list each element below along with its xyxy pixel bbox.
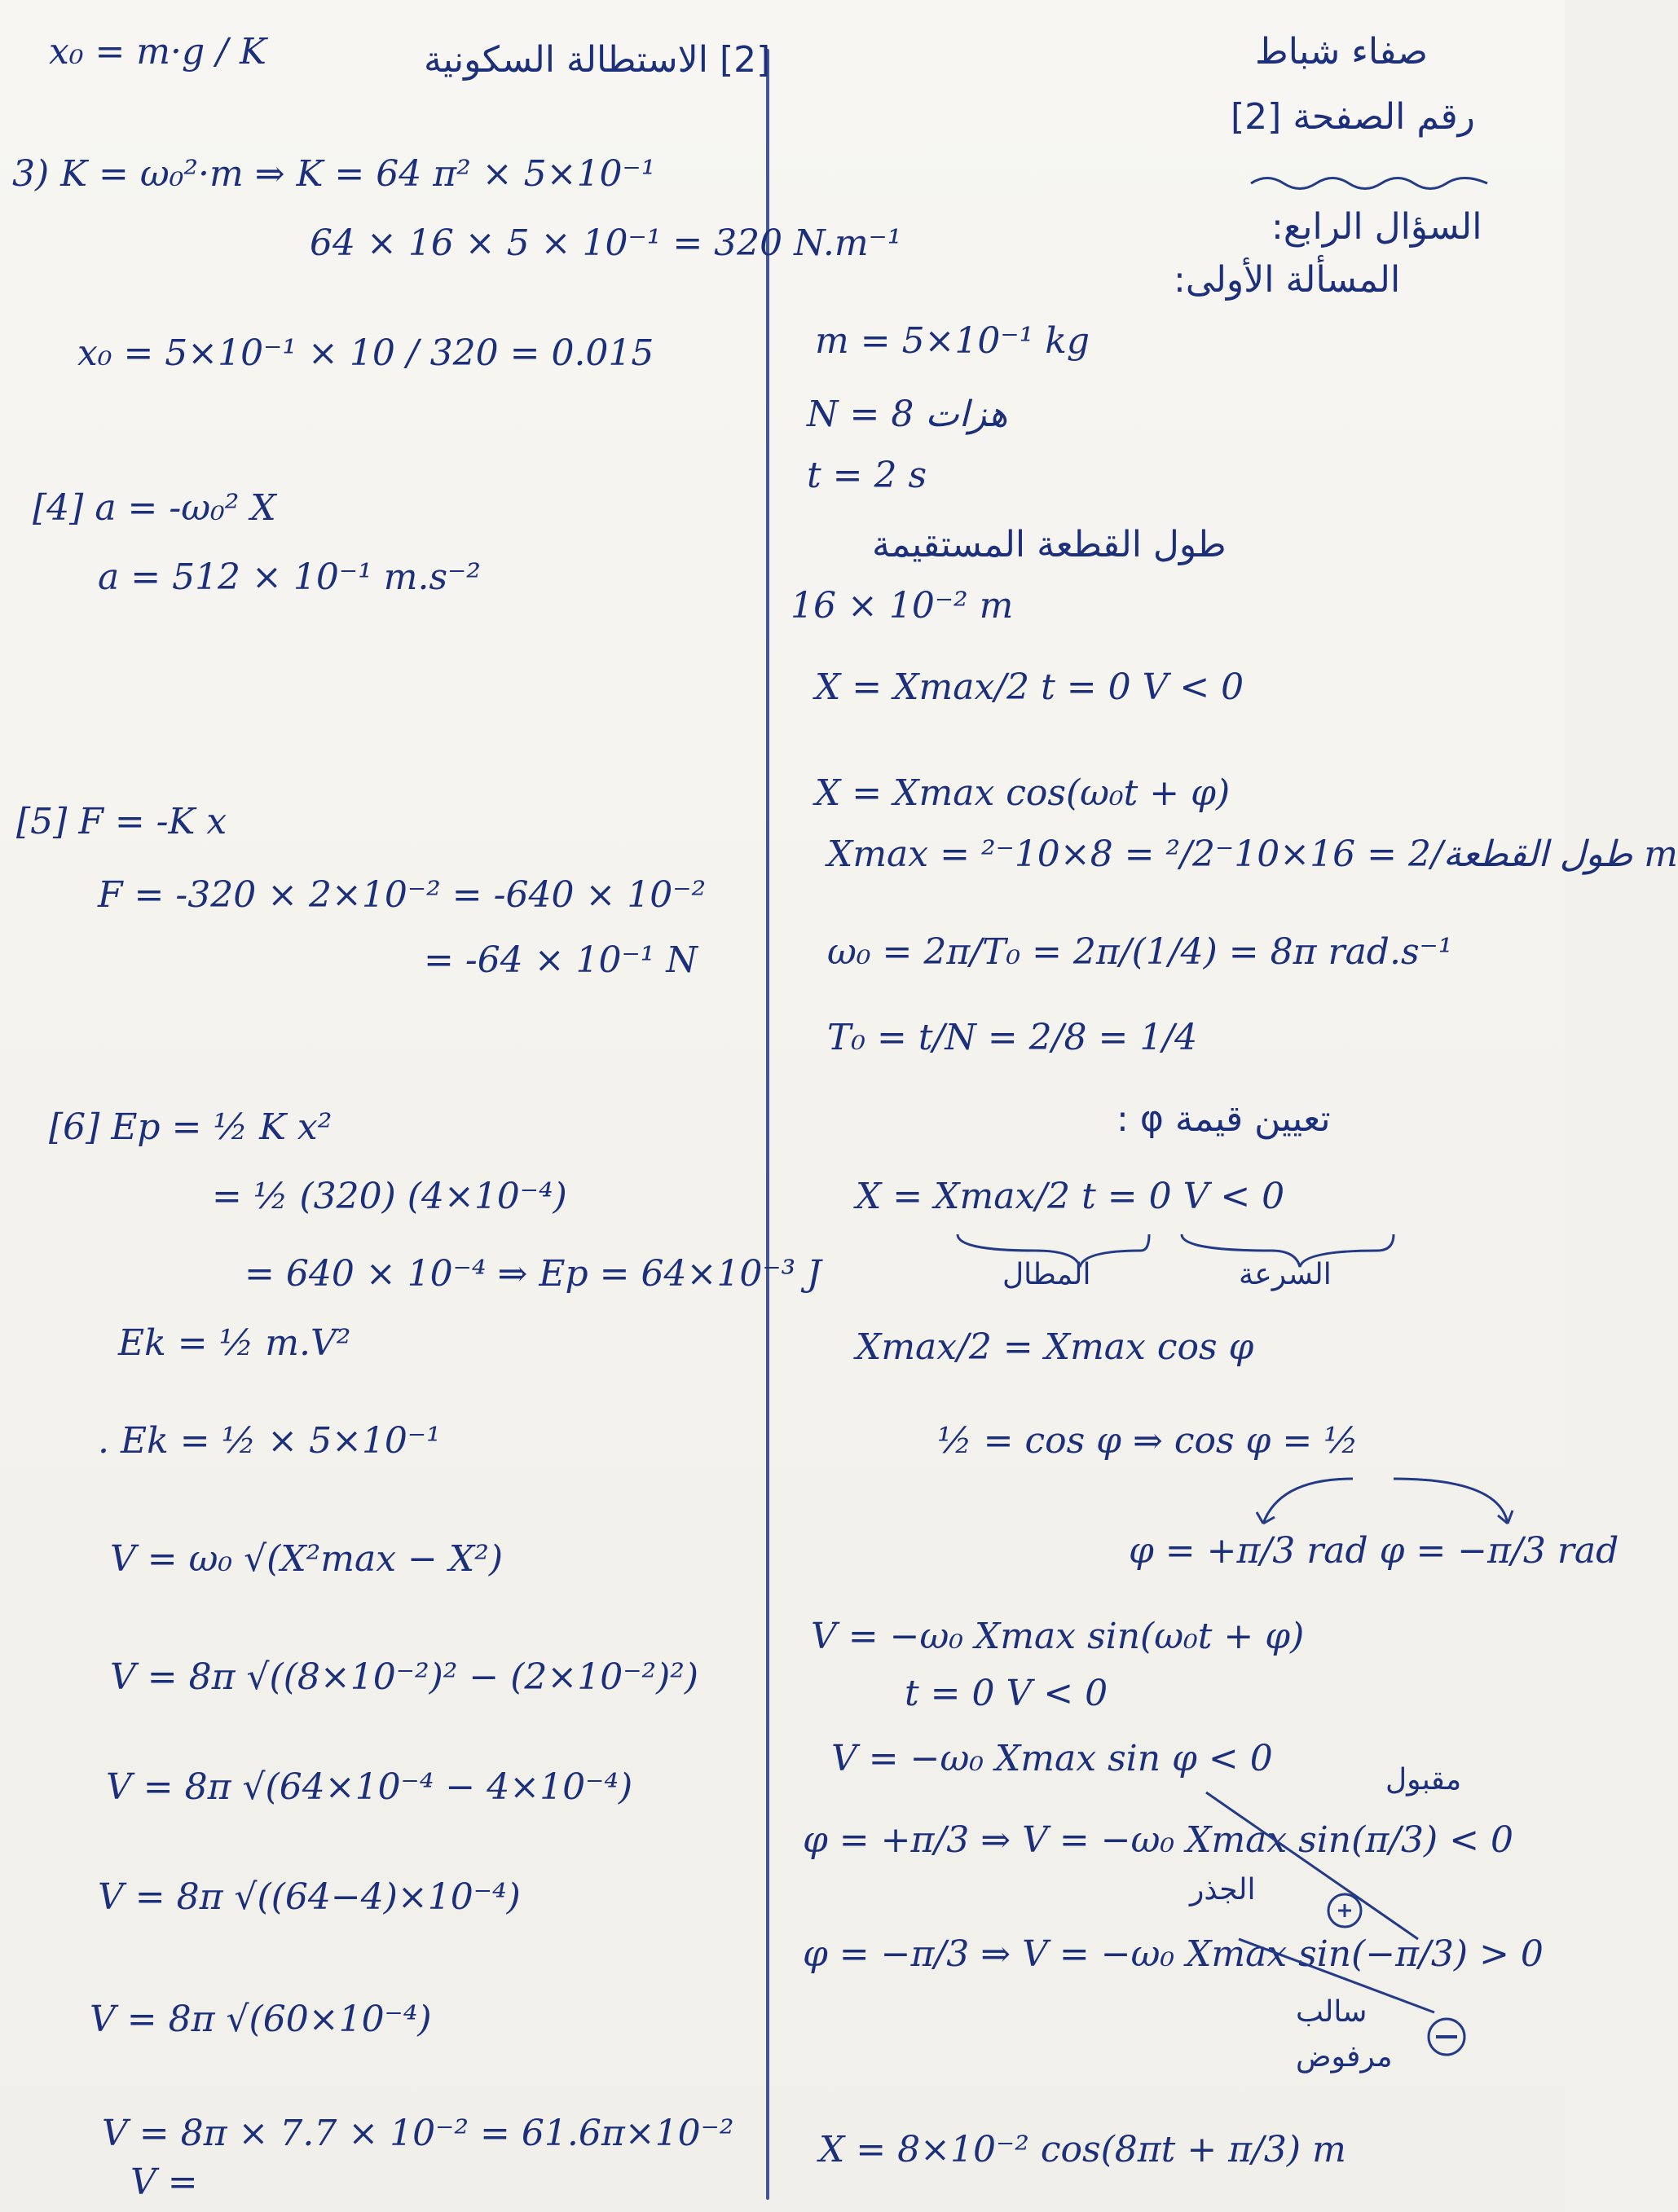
right-line-13: السرعة (1239, 1258, 1332, 1291)
right-line-23: φ = −π/3 ⇒ V = −ω₀ Xmax sin(−π/3) > 0 (803, 1933, 1544, 1975)
left-line-7: [5] F = -K x (16, 801, 227, 842)
question-title: السؤال الرابع: (1271, 206, 1482, 248)
left-line-21: V = (130, 2161, 198, 2203)
split-arrows (1231, 1475, 1540, 1532)
left-line-2: 3) K = ω₀²·m ⇒ K = 64 π² × 5×10⁻¹ (12, 153, 656, 195)
right-line-18: t = 0 V < 0 (905, 1673, 1108, 1714)
left-line-6: a = 512 × 10⁻¹ m.s⁻² (98, 556, 481, 598)
page-number-label: رقم الصفحة [2] (1231, 96, 1475, 138)
right-line-8: ω₀ = 2π/T₀ = 2π/(1/4) = 8π rad.s⁻¹ (827, 931, 1453, 973)
author-name: صفاء شباط (1255, 31, 1428, 73)
right-line-15: ½ = cos φ ⇒ cos φ = ½ (937, 1420, 1359, 1462)
right-line-0: m = 5×10⁻¹ kg (815, 320, 1090, 362)
left-line-20: V = 8π × 7.7 × 10⁻² = 61.6π×10⁻² (102, 2113, 734, 2154)
left-line-5: [4] a = -ω₀² X (33, 487, 276, 529)
header-underline-squiggle (1247, 171, 1491, 196)
left-line-16: V = 8π √((8×10⁻²)² − (2×10⁻²)²) (110, 1656, 699, 1698)
right-line-7: Xmax = طول القطعة/2 = 16×10⁻²/2 = 8×10⁻² m (827, 833, 1678, 875)
right-line-20: φ = +π/3 ⇒ V = −ω₀ Xmax sin(π/3) < 0 (803, 1819, 1514, 1861)
right-line-19: V = −ω₀ Xmax sin φ < 0 (831, 1738, 1273, 1779)
minus-circle (1418, 2012, 1475, 2061)
left-line-8: F = -320 × 2×10⁻² = -640 × 10⁻² (98, 874, 707, 916)
right-line-1: N = 8 هزات (807, 394, 1008, 435)
right-line-16: φ = +π/3 rad φ = −π/3 rad (1129, 1530, 1619, 1572)
right-line-26: X = 8×10⁻² cos(8πt + π/3) m (819, 2129, 1346, 2170)
right-line-24: سالب (1296, 1995, 1368, 2029)
right-line-22: الجذر (1190, 1873, 1256, 1906)
left-line-11: = ½ (320) (4×10⁻⁴) (212, 1176, 567, 1217)
right-line-9: T₀ = t/N = 2/8 = 1/4 (827, 1017, 1198, 1058)
right-line-25: مرفوض (1296, 2040, 1393, 2073)
left-line-12: = 640 × 10⁻⁴ ⇒ Ep = 64×10⁻³ J (244, 1253, 821, 1295)
left-line-19: V = 8π √(60×10⁻⁴) (90, 1999, 432, 2040)
right-line-11: X = Xmax/2 t = 0 V < 0 (856, 1176, 1285, 1217)
right-line-3: طول القطعة المستقيمة (872, 524, 1227, 565)
left-line-0: x₀ = m·g / K (49, 31, 266, 73)
right-line-6: X = Xmax cos(ω₀t + φ) (815, 772, 1231, 814)
brace-marks (954, 1230, 1410, 1271)
left-line-9: = -64 × 10⁻¹ N (424, 939, 698, 981)
right-line-14: Xmax/2 = Xmax cos φ (856, 1326, 1254, 1368)
right-line-10: تعيين قيمة φ : (1116, 1098, 1331, 1140)
right-line-17: V = −ω₀ Xmax sin(ω₀t + φ) (811, 1616, 1305, 1657)
left-line-1: [2] الاستطالة السكونية (424, 39, 771, 81)
left-line-14: . Ek = ½ × 5×10⁻¹ (98, 1420, 441, 1462)
left-line-15: V = ω₀ √(X²max − X²) (110, 1538, 504, 1580)
left-line-17: V = 8π √(64×10⁻⁴ − 4×10⁻⁴) (106, 1766, 633, 1808)
left-line-13: Ek = ½ m.V² (118, 1322, 351, 1364)
right-line-4: 16 × 10⁻² m (791, 585, 1014, 627)
left-line-3: 64 × 16 × 5 × 10⁻¹ = 320 N.m⁻¹ (310, 222, 902, 264)
check-strike-arrows (1190, 1776, 1434, 2021)
right-line-12: المطال (1002, 1258, 1091, 1291)
right-line-21: مقبول (1385, 1763, 1462, 1796)
problem-title: المسألة الأولى: (1174, 259, 1401, 301)
left-line-10: [6] Ep = ½ K x² (49, 1106, 333, 1148)
left-line-4: x₀ = 5×10⁻¹ × 10 / 320 = 0.015 (77, 332, 654, 374)
column-divider (766, 49, 769, 2200)
left-line-18: V = 8π √((64−4)×10⁻⁴) (98, 1876, 521, 1918)
right-line-5: X = Xmax/2 t = 0 V < 0 (815, 666, 1244, 708)
right-line-2: t = 2 s (807, 455, 927, 496)
